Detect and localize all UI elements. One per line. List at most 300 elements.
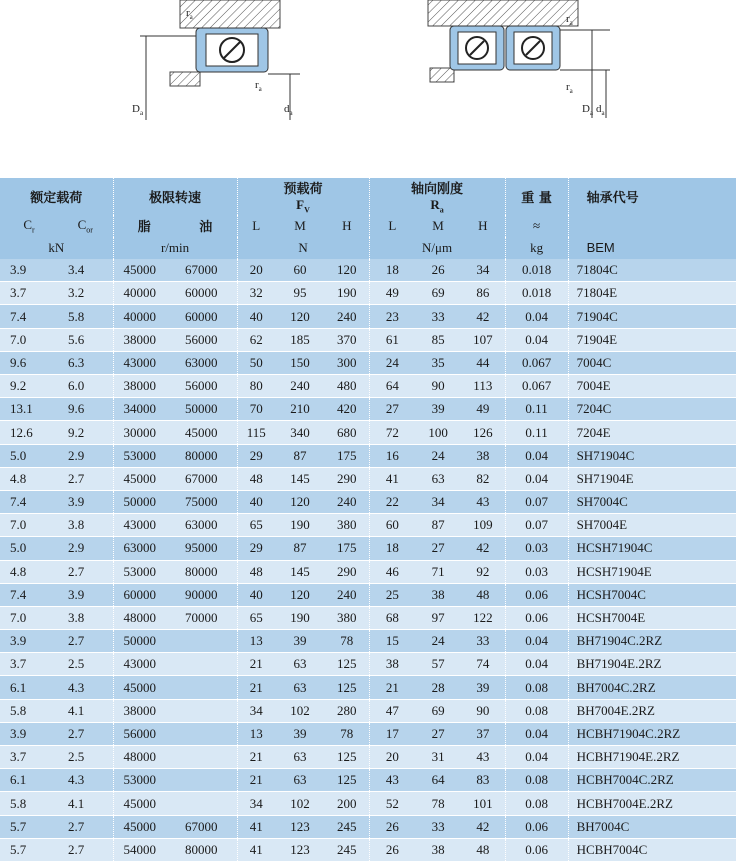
weight-cell: 0.04 <box>505 305 568 328</box>
grease-cell: 38000 <box>113 328 175 351</box>
preload-h-cell: 125 <box>325 769 369 792</box>
stiffness-l-header: L <box>369 215 415 237</box>
stiffness-l-cell: 26 <box>369 838 415 861</box>
grease-cell: 40000 <box>113 282 175 305</box>
grease-cell: 54000 <box>113 838 175 861</box>
stiffness-m-cell: 100 <box>415 421 461 444</box>
weight-cell: 0.04 <box>505 630 568 653</box>
ra1-label: $r_a$ <box>186 7 193 21</box>
stiffness-m-cell: 69 <box>415 282 461 305</box>
cor-cell: 2.7 <box>58 560 113 583</box>
cr-cell: 7.0 <box>0 514 58 537</box>
stiffness-l-cell: 68 <box>369 606 415 629</box>
speed-limit-header: 极限转速 <box>113 178 237 215</box>
bearing-spec-table <box>0 178 736 857</box>
cr-cell: 7.4 <box>0 305 58 328</box>
stiffness-l-cell: 61 <box>369 328 415 351</box>
table-row <box>0 606 736 629</box>
oil-cell <box>175 653 237 676</box>
spec-table <box>0 178 736 862</box>
preload-m-cell: 185 <box>275 328 325 351</box>
preload-l-cell: 48 <box>237 560 275 583</box>
stiffness-l-cell: 15 <box>369 630 415 653</box>
oil-cell: 75000 <box>175 490 237 513</box>
cor-cell: 2.5 <box>58 746 113 769</box>
cr-cell: 5.7 <box>0 815 58 838</box>
table-row <box>0 282 736 305</box>
stiffness-m-cell: 69 <box>415 699 461 722</box>
bearing-code-cell: HCBH7004C <box>568 838 736 861</box>
preload-l-cell: 65 <box>237 514 275 537</box>
axial-stiffness-header: 轴向刚度 $R_a$ <box>369 178 505 215</box>
bearing-code-cell: HCSH7004E <box>568 606 736 629</box>
preload-h-cell: 125 <box>325 746 369 769</box>
cr-cell: 4.8 <box>0 467 58 490</box>
preload-h-cell: 300 <box>325 351 369 374</box>
oil-cell: 56000 <box>175 328 237 351</box>
stiffness-m-cell: 28 <box>415 676 461 699</box>
cor-cell: 6.0 <box>58 375 113 398</box>
stiffness-h-cell: 92 <box>461 560 505 583</box>
table-row <box>0 537 736 560</box>
rated-load-header: 额定载荷 <box>30 190 83 206</box>
cor-cell: 2.9 <box>58 444 113 467</box>
grease-cell: 38000 <box>113 699 175 722</box>
cr-cell: 3.9 <box>0 722 58 745</box>
bearing-code-cell: 71904C <box>568 305 736 328</box>
preload-l-cell: 20 <box>237 259 275 282</box>
stiffness-h-cell: 113 <box>461 375 505 398</box>
cr-cell: 3.9 <box>0 630 58 653</box>
cr-cell: 7.0 <box>0 328 58 351</box>
table-row <box>0 792 736 815</box>
stiffness-h-cell: 49 <box>461 398 505 421</box>
cor-cell: 9.6 <box>58 398 113 421</box>
bearing-code-cell: HCSH71904E <box>568 560 736 583</box>
preload-m-cell: 145 <box>275 560 325 583</box>
da2-label: $d_a$ <box>284 103 293 117</box>
bearing-code-cell: HCSH7004C <box>568 583 736 606</box>
preload-l-cell: 80 <box>237 375 275 398</box>
cor-cell: 3.9 <box>58 583 113 606</box>
preload-l-cell: 50 <box>237 351 275 374</box>
preload-h-cell: 190 <box>325 282 369 305</box>
stiffness-m-cell: 64 <box>415 769 461 792</box>
grease-cell: 45000 <box>113 792 175 815</box>
ra3-label: $r_a$ <box>566 13 573 27</box>
table-row <box>0 328 736 351</box>
bearing-code-cell: 71904E <box>568 328 736 351</box>
oil-cell <box>175 746 237 769</box>
preload-h-cell: 380 <box>325 514 369 537</box>
cor-cell: 5.6 <box>58 328 113 351</box>
stiffness-m-cell: 97 <box>415 606 461 629</box>
stiffness-h-cell: 34 <box>461 259 505 282</box>
cr-cell: 7.4 <box>0 490 58 513</box>
grease-cell: 56000 <box>113 722 175 745</box>
stiffness-m-cell: 24 <box>415 630 461 653</box>
preload-h-cell: 78 <box>325 630 369 653</box>
stiffness-l-cell: 22 <box>369 490 415 513</box>
bearing-diagrams <box>0 0 736 178</box>
rpm-unit: r/min <box>113 237 237 259</box>
cor-cell: 2.5 <box>58 653 113 676</box>
weight-cell: 0.018 <box>505 282 568 305</box>
weight-cell: 0.04 <box>505 467 568 490</box>
preload-l-cell: 21 <box>237 676 275 699</box>
cr-cell: 6.1 <box>0 769 58 792</box>
preload-l-header: L <box>237 215 275 237</box>
grease-header: 脂 <box>113 215 175 237</box>
header-row-2 <box>0 215 736 237</box>
paired-bearing-diagram <box>428 0 610 118</box>
table-row <box>0 351 736 374</box>
stiffness-h-cell: 48 <box>461 838 505 861</box>
table-row <box>0 838 736 861</box>
header-row-1 <box>0 178 736 215</box>
preload-m-cell: 240 <box>275 375 325 398</box>
fv-symbol: $F_V$ <box>296 197 310 215</box>
table-row <box>0 259 736 282</box>
n-um-unit: N/μm <box>369 237 505 259</box>
stiffness-h-cell: 122 <box>461 606 505 629</box>
weight-cell: 0.04 <box>505 653 568 676</box>
approx-header: ≈ <box>505 215 568 237</box>
bearing-code-cell: BH7004C <box>568 815 736 838</box>
weight-cell: 0.03 <box>505 537 568 560</box>
preload-h-cell: 120 <box>325 259 369 282</box>
grease-cell: 45000 <box>113 676 175 699</box>
oil-cell: 80000 <box>175 444 237 467</box>
cr-cell: 9.2 <box>0 375 58 398</box>
weight-cell: 0.067 <box>505 375 568 398</box>
preload-m-cell: 102 <box>275 699 325 722</box>
stiffness-l-cell: 60 <box>369 514 415 537</box>
cor-cell: 2.7 <box>58 722 113 745</box>
weight-cell: 0.018 <box>505 259 568 282</box>
cr-cell: 9.6 <box>0 351 58 374</box>
stiffness-l-cell: 23 <box>369 305 415 328</box>
oil-header: 油 <box>199 220 213 236</box>
oil-cell: 50000 <box>175 398 237 421</box>
preload-l-cell: 29 <box>237 444 275 467</box>
stiffness-h-cell: 126 <box>461 421 505 444</box>
cor-cell: 2.7 <box>58 467 113 490</box>
bearing-code-cell: SH7004C <box>568 490 736 513</box>
oil-cell <box>175 792 237 815</box>
cor-cell: 3.4 <box>58 259 113 282</box>
preload-h-cell: 280 <box>325 699 369 722</box>
table-row <box>0 653 736 676</box>
preload-h-cell: 370 <box>325 328 369 351</box>
weight-cell: 0.08 <box>505 769 568 792</box>
preload-l-cell: 32 <box>237 282 275 305</box>
preload-l-cell: 34 <box>237 792 275 815</box>
weight-cell: 0.06 <box>505 815 568 838</box>
bearing-code-cell: 7204C <box>568 398 736 421</box>
stiffness-m-cell: 34 <box>415 490 461 513</box>
stiffness-l-cell: 64 <box>369 375 415 398</box>
stiffness-m-cell: 38 <box>415 838 461 861</box>
kn-unit: kN <box>48 239 65 255</box>
grease-cell: 40000 <box>113 305 175 328</box>
blank-header <box>568 215 736 237</box>
preload-m-cell: 190 <box>275 606 325 629</box>
table-row <box>0 699 736 722</box>
table-row <box>0 421 736 444</box>
cor-cell: 4.1 <box>58 792 113 815</box>
cr-cell: 6.1 <box>0 676 58 699</box>
weight-header: 重 量 <box>505 178 568 215</box>
cr-cell: 3.7 <box>0 282 58 305</box>
oil-cell <box>175 699 237 722</box>
preload-h-cell: 680 <box>325 421 369 444</box>
grease-cell: 45000 <box>113 815 175 838</box>
stiffness-m-cell: 39 <box>415 398 461 421</box>
preload-m-cell: 95 <box>275 282 325 305</box>
stiffness-m-cell: 24 <box>415 444 461 467</box>
bearing-code-cell: 71804C <box>568 259 736 282</box>
cr-cell: 13.1 <box>0 398 58 421</box>
preload-m-cell: 145 <box>275 467 325 490</box>
table-row <box>0 560 736 583</box>
preload-l-cell: 41 <box>237 838 275 861</box>
preload-h-cell: 175 <box>325 444 369 467</box>
grease-cell: 43000 <box>113 351 175 374</box>
preload-m-cell: 60 <box>275 259 325 282</box>
preload-l-cell: 40 <box>237 583 275 606</box>
grease-cell: 45000 <box>113 259 175 282</box>
preload-header: 预载荷 $F_V$ <box>237 178 369 215</box>
grease-cell: 30000 <box>113 421 175 444</box>
stiffness-m-cell: 57 <box>415 653 461 676</box>
weight-cell: 0.07 <box>505 490 568 513</box>
kg-unit: kg <box>505 237 568 259</box>
stiffness-l-cell: 46 <box>369 560 415 583</box>
table-row <box>0 722 736 745</box>
stiffness-h-cell: 43 <box>461 746 505 769</box>
bearing-code-cell: BH7004E.2RZ <box>568 699 736 722</box>
preload-l-cell: 40 <box>237 490 275 513</box>
weight-cell: 0.04 <box>505 722 568 745</box>
stiffness-l-cell: 18 <box>369 259 415 282</box>
grease-cell: 38000 <box>113 375 175 398</box>
stiffness-h-cell: 42 <box>461 815 505 838</box>
oil-cell: 67000 <box>175 259 237 282</box>
weight-cell: 0.04 <box>505 444 568 467</box>
header-row-3 <box>0 237 736 259</box>
stiffness-l-cell: 26 <box>369 815 415 838</box>
cor-cell: 3.8 <box>58 606 113 629</box>
bem-label: BEM <box>568 237 736 259</box>
stiffness-m-cell: 33 <box>415 305 461 328</box>
stiffness-m-cell: 85 <box>415 328 461 351</box>
stiffness-h-cell: 42 <box>461 305 505 328</box>
preload-m-cell: 120 <box>275 305 325 328</box>
grease-cell: 43000 <box>113 514 175 537</box>
bearing-code-cell: BH71904E.2RZ <box>568 653 736 676</box>
preload-m-cell: 340 <box>275 421 325 444</box>
preload-m-header: M <box>294 217 306 233</box>
cr-cell: 3.7 <box>0 653 58 676</box>
stiffness-h-cell: 107 <box>461 328 505 351</box>
stiffness-h-cell: 86 <box>461 282 505 305</box>
preload-l-cell: 65 <box>237 606 275 629</box>
weight-cell: 0.06 <box>505 606 568 629</box>
grease-cell: 48000 <box>113 606 175 629</box>
cor-header: $C_{or}$ <box>77 216 93 235</box>
preload-l-cell: 62 <box>237 328 275 351</box>
oil-cell <box>175 722 237 745</box>
grease-cell: 60000 <box>113 583 175 606</box>
bearing-code-cell: 7004C <box>568 351 736 374</box>
bearing-code-cell: HCBH7004C.2RZ <box>568 769 736 792</box>
grease-cell: 63000 <box>113 537 175 560</box>
stiffness-l-cell: 20 <box>369 746 415 769</box>
bearing-code-cell: SH71904E <box>568 467 736 490</box>
table-row <box>0 583 736 606</box>
stiffness-m-cell: 31 <box>415 746 461 769</box>
cr-cell: 5.0 <box>0 537 58 560</box>
stiffness-h-cell: 39 <box>461 676 505 699</box>
preload-l-cell: 21 <box>237 746 275 769</box>
bearing-code-header: 轴承代号 <box>568 178 736 215</box>
cor-cell: 4.3 <box>58 769 113 792</box>
preload-m-cell: 39 <box>275 630 325 653</box>
bearing-code-cell: SH7004E <box>568 514 736 537</box>
stiffness-h-cell: 109 <box>461 514 505 537</box>
stiffness-l-cell: 41 <box>369 467 415 490</box>
weight-cell: 0.04 <box>505 746 568 769</box>
cor-cell: 6.3 <box>58 351 113 374</box>
bearing-code-cell: 7004E <box>568 375 736 398</box>
cr-cell: 4.8 <box>0 560 58 583</box>
weight-cell: 0.08 <box>505 699 568 722</box>
stiffness-h-cell: 101 <box>461 792 505 815</box>
stiffness-h-cell: 42 <box>461 537 505 560</box>
cr-cell: 5.8 <box>0 699 58 722</box>
weight-cell: 0.11 <box>505 398 568 421</box>
oil-cell: 67000 <box>175 815 237 838</box>
cr-cell: 5.8 <box>0 792 58 815</box>
table-row <box>0 746 736 769</box>
preload-h-cell: 290 <box>325 467 369 490</box>
oil-cell: 67000 <box>175 467 237 490</box>
cor-cell: 4.1 <box>58 699 113 722</box>
weight-cell: 0.11 <box>505 421 568 444</box>
stiffness-h-cell: 83 <box>461 769 505 792</box>
preload-h-cell: 245 <box>325 838 369 861</box>
weight-cell: 0.08 <box>505 676 568 699</box>
stiffness-l-cell: 43 <box>369 769 415 792</box>
cor-cell: 3.9 <box>58 490 113 513</box>
weight-cell: 0.067 <box>505 351 568 374</box>
preload-l-cell: 13 <box>237 630 275 653</box>
cr-cell: 5.7 <box>0 838 58 861</box>
stiffness-l-cell: 18 <box>369 537 415 560</box>
cr-cell: 3.7 <box>0 746 58 769</box>
preload-h-cell: 78 <box>325 722 369 745</box>
preload-h-cell: 420 <box>325 398 369 421</box>
stiffness-h-cell: 90 <box>461 699 505 722</box>
preload-l-cell: 70 <box>237 398 275 421</box>
stiffness-l-cell: 21 <box>369 676 415 699</box>
preload-m-cell: 63 <box>275 769 325 792</box>
stiffness-l-cell: 47 <box>369 699 415 722</box>
grease-cell: 53000 <box>113 560 175 583</box>
preload-l-cell: 21 <box>237 653 275 676</box>
oil-cell: 90000 <box>175 583 237 606</box>
oil-cell <box>175 769 237 792</box>
stiffness-m-header: M <box>432 217 444 233</box>
da4-label: $d_a$ <box>596 103 605 117</box>
cr-cell: 5.0 <box>0 444 58 467</box>
stiffness-h-cell: 48 <box>461 583 505 606</box>
oil-cell: 63000 <box>175 514 237 537</box>
bearing-code-cell: HCSH71904C <box>568 537 736 560</box>
oil-cell: 56000 <box>175 375 237 398</box>
grease-cell: 50000 <box>113 630 175 653</box>
oil-cell: 60000 <box>175 282 237 305</box>
table-row <box>0 676 736 699</box>
n-unit: N <box>237 237 369 259</box>
stiffness-m-cell: 63 <box>415 467 461 490</box>
bearing-code-cell: 7204E <box>568 421 736 444</box>
stiffness-l-cell: 17 <box>369 722 415 745</box>
cor-cell: 4.3 <box>58 676 113 699</box>
table-row <box>0 305 736 328</box>
bearing-code-cell: 71804E <box>568 282 736 305</box>
grease-cell: 50000 <box>113 490 175 513</box>
stiffness-h-cell: 74 <box>461 653 505 676</box>
weight-cell: 0.03 <box>505 560 568 583</box>
preload-l-cell: 21 <box>237 769 275 792</box>
preload-l-cell: 41 <box>237 815 275 838</box>
preload-h-cell: 380 <box>325 606 369 629</box>
preload-l-cell: 34 <box>237 699 275 722</box>
preload-h-cell: 200 <box>325 792 369 815</box>
stiffness-m-cell: 27 <box>415 722 461 745</box>
cor-cell: 3.2 <box>58 282 113 305</box>
cor-cell: 5.8 <box>58 305 113 328</box>
preload-h-cell: 290 <box>325 560 369 583</box>
stiffness-m-cell: 90 <box>415 375 461 398</box>
bearing-code-cell: BH71904C.2RZ <box>568 630 736 653</box>
cor-cell: 2.7 <box>58 815 113 838</box>
grease-cell: 53000 <box>113 769 175 792</box>
oil-cell: 70000 <box>175 606 237 629</box>
weight-cell: 0.04 <box>505 328 568 351</box>
preload-m-cell: 120 <box>275 490 325 513</box>
preload-h-cell: 480 <box>325 375 369 398</box>
preload-h-cell: 240 <box>325 305 369 328</box>
oil-cell: 95000 <box>175 537 237 560</box>
stiffness-l-cell: 52 <box>369 792 415 815</box>
preload-m-cell: 63 <box>275 746 325 769</box>
oil-cell: 80000 <box>175 560 237 583</box>
table-row <box>0 630 736 653</box>
table-body <box>0 259 736 862</box>
preload-h-cell: 240 <box>325 490 369 513</box>
ra-symbol: $R_a$ <box>430 197 444 215</box>
da1-label: $D_a$ <box>132 103 144 117</box>
preload-m-cell: 102 <box>275 792 325 815</box>
stiffness-m-cell: 35 <box>415 351 461 374</box>
stiffness-h-cell: 33 <box>461 630 505 653</box>
preload-h-cell: 125 <box>325 676 369 699</box>
preload-l-cell: 40 <box>237 305 275 328</box>
preload-m-cell: 120 <box>275 583 325 606</box>
